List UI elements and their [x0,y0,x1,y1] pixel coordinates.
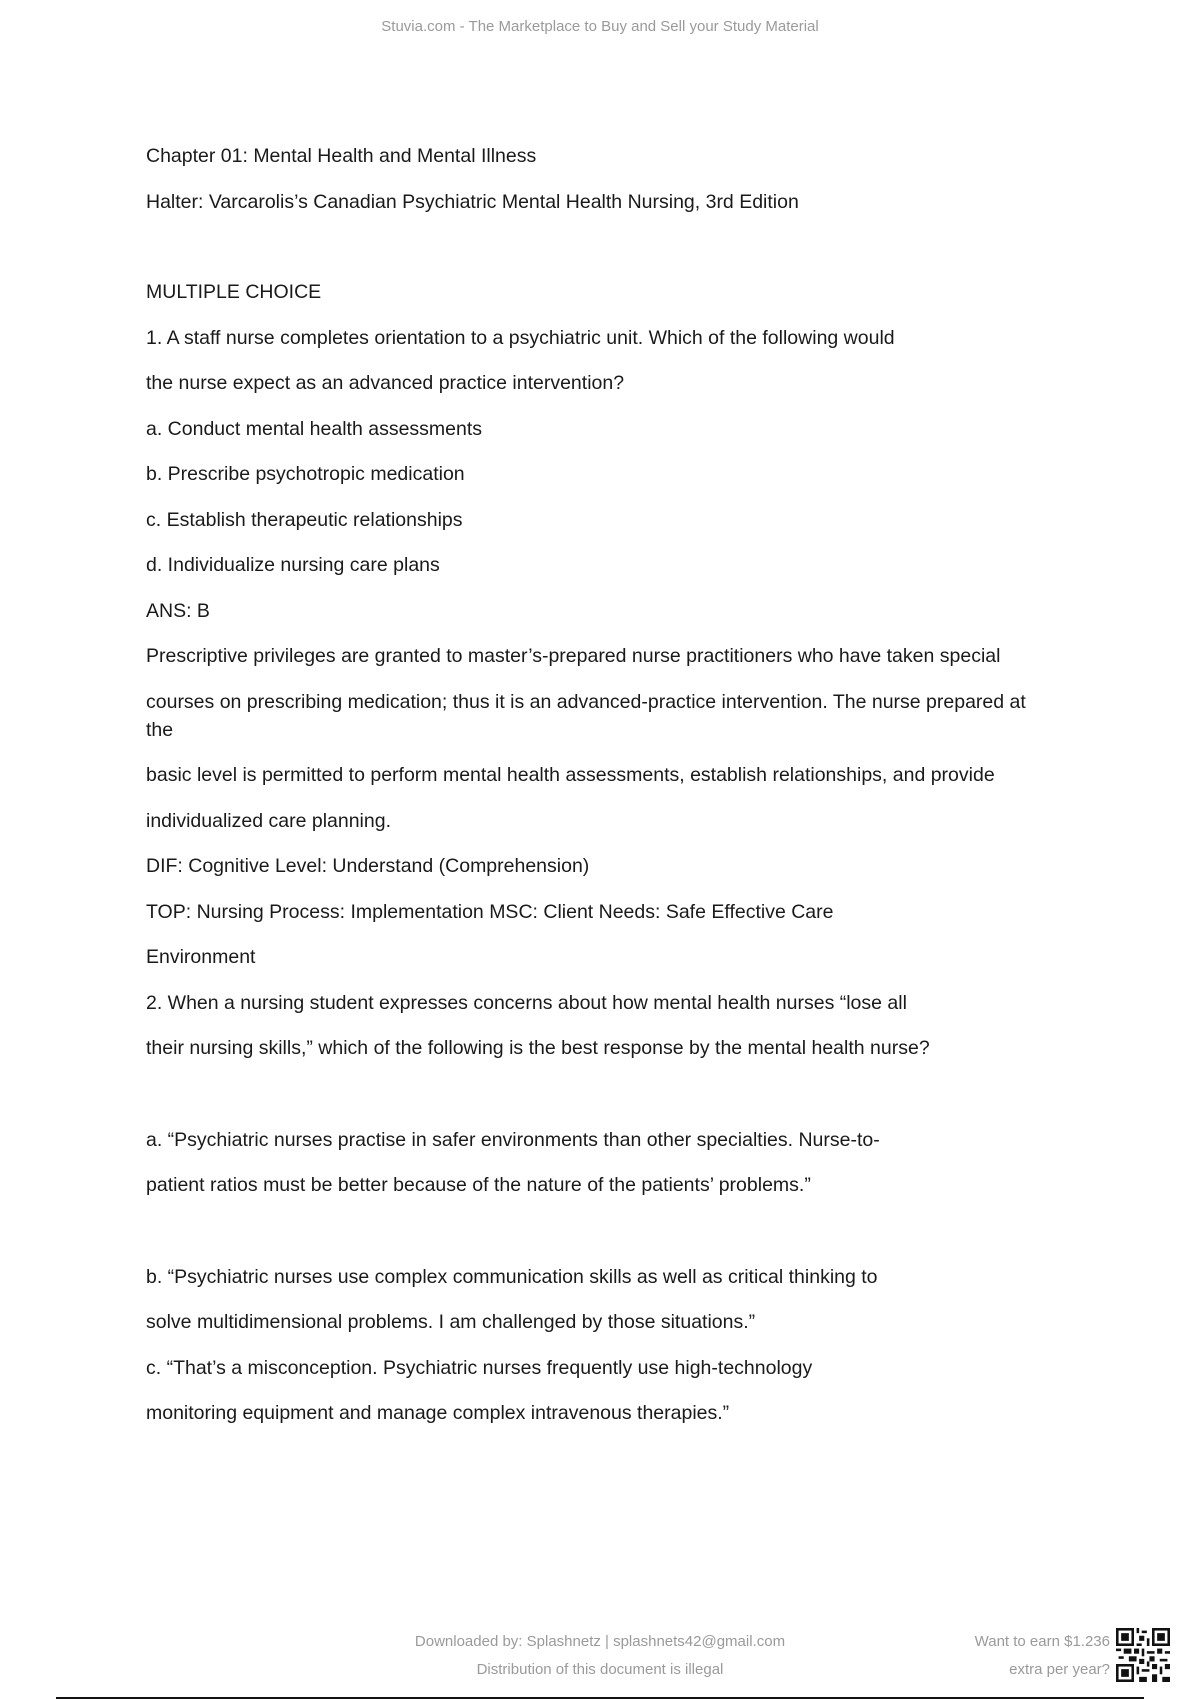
question-1-option-d: d. Individualize nursing care plans [146,554,440,576]
question-1-topic-cont: Environment [146,946,256,968]
question-2-option-b-cont: solve multidimensional problems. I am challenged by those situations.” [146,1311,756,1333]
question-1-topic: TOP: Nursing Process: Implementation MSC: Client Needs: Safe Effective Care [146,900,834,923]
question-2-option-c: c. “That’s a misconception. Psychiatric nurses frequently use high-technology [146,1356,813,1379]
question-1-option-c: c. Establish therapeutic relationships [146,508,463,531]
question-1-rationale-line4: individualized care planning. [146,809,391,832]
question-1-rationale-cont: courses on prescribing medication; thus it is an advanced-practice intervention. The nurse prepared at [146,690,1026,713]
document-body [146,144,1076,1447]
book-title: Halter: Varcarolis’s Canadian Psychiatric Mental Health Nursing, 3rd Edition [146,190,799,213]
question-1-rationale-line3: basic level is permitted to perform mental health assessments, establish relationships, and provide [146,764,995,786]
question-1-difficulty: DIF: Cognitive Level: Understand (Comprehension) [146,855,590,877]
question-2-stem: 2. When a nursing student expresses concerns about how mental health nurses “lose all [146,991,907,1014]
question-2-option-c-cont: monitoring equipment and manage complex intravenous therapies.” [146,1402,730,1424]
question-1-option-b: b. Prescribe psychotropic medication [146,463,465,485]
question-1-rationale: Prescriptive privileges are granted to master’s-prepared nurse practitioners who have taken special [146,645,1001,667]
question-1-stem-cont: the nurse expect as an advanced practice intervention? [146,372,625,394]
question-2-option-a-cont: patient ratios must be better because of the nature of the patients’ problems.” [146,1174,811,1196]
distribution-notice: Distribution of this document is illegal [476,1661,724,1678]
downloaded-by-text: Downloaded by: Splashnetz | splashnets42@gmail.com [414,1633,786,1650]
page-bottom-rule [56,1697,1144,1699]
promo-line-2: extra per year? [1009,1661,1110,1678]
promo-line-1: Want to earn $1.236 [974,1633,1110,1650]
question-1-rationale-wrap: the [146,718,174,741]
question-2-option-a: a. “Psychiatric nurses practise in safer environments than other specialties. Nurse-to- [146,1128,880,1151]
section-heading: MULTIPLE CHOICE [146,281,322,303]
question-2-option-b: b. “Psychiatric nurses use complex communication skills as well as critical thinking to [146,1265,878,1288]
qr-code-icon[interactable] [1116,1628,1170,1682]
site-header: Stuvia.com - The Marketplace to Buy and Sell your Study Material [381,18,819,35]
question-1-stem: 1. A staff nurse completes orientation to a psychiatric unit. Which of the following would [146,326,895,349]
question-1-option-a: a. Conduct mental health assessments [146,417,483,440]
question-1-answer: ANS: B [146,599,210,622]
chapter-title: Chapter 01: Mental Health and Mental Illness [146,145,537,167]
promo-text[interactable] [900,1628,1110,1684]
question-2-stem-cont: their nursing skills,” which of the following is the best response by the mental health nurse? [146,1037,930,1059]
